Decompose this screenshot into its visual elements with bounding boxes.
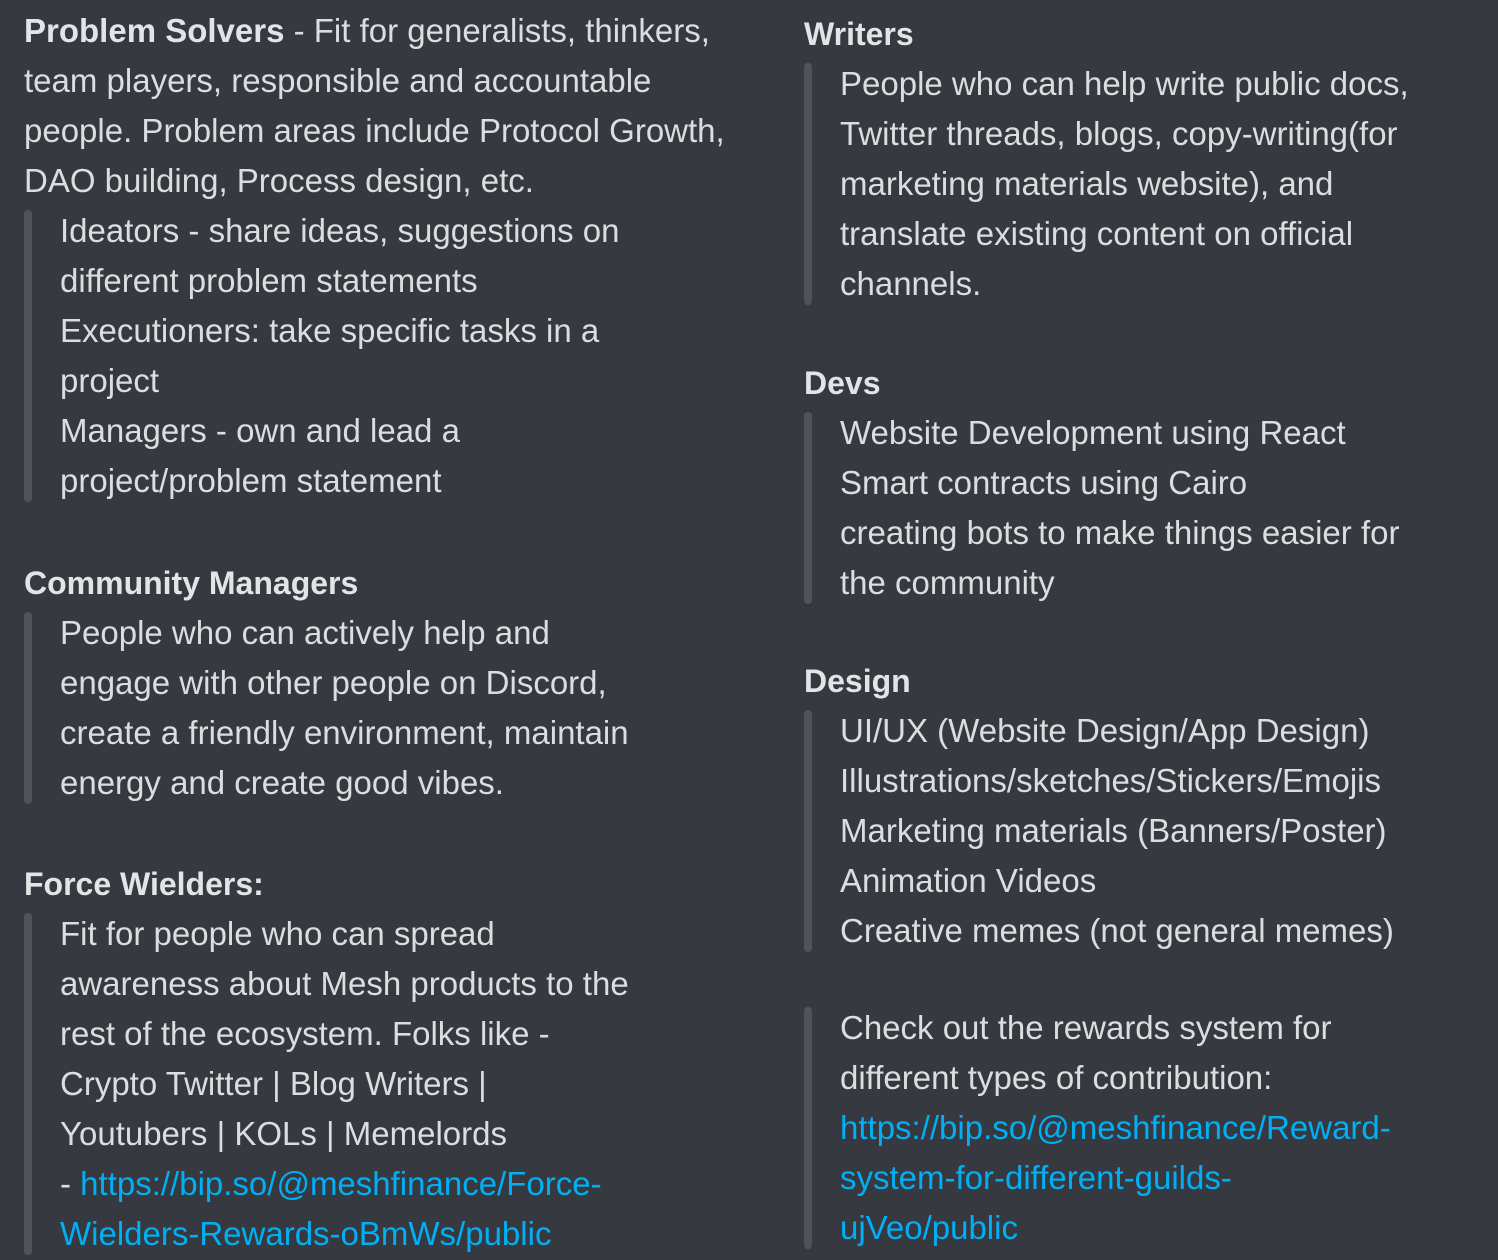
intro-line: DAO building, Process design, etc. <box>24 162 534 199</box>
quote-line: Creative memes (not general memes) <box>840 912 1394 949</box>
quote-line: the community <box>840 564 1055 601</box>
writers-section <box>804 9 1484 309</box>
quote-line: energy and create good vibes. <box>60 764 504 801</box>
rewards-system-link[interactable]: ujVeo/public <box>840 1209 1018 1246</box>
problem-solvers-roles-quote <box>24 206 764 506</box>
quote-line: Ideators - share ideas, suggestions on <box>60 212 620 249</box>
quote-line: People who can help write public docs, <box>840 65 1409 102</box>
problem-solvers-title: Problem Solvers <box>24 12 285 49</box>
quote-line: channels. <box>840 265 982 302</box>
quote-line: create a friendly environment, maintain <box>60 714 629 751</box>
rewards-system-link[interactable]: https://bip.so/@meshfinance/Reward- <box>840 1109 1391 1146</box>
quote-line: Animation Videos <box>840 862 1097 899</box>
quote-line: creating bots to make things easier for <box>840 514 1400 551</box>
quote-line: rest of the ecosystem. Folks like - <box>60 1015 550 1052</box>
quote-line: UI/UX (Website Design/App Design) <box>840 712 1370 749</box>
writers-quote <box>804 59 1484 309</box>
design-quote <box>804 706 1484 956</box>
quote-line: project/problem statement <box>60 462 442 499</box>
intro-line: - Fit for generalists, thinkers, <box>284 12 710 49</box>
quote-line: different types of contribution: <box>840 1059 1273 1096</box>
intro-line: team players, responsible and accountable <box>24 62 652 99</box>
quote-line: Youtubers | KOLs | Memelords <box>60 1115 507 1152</box>
quote-line: Fit for people who can spread <box>60 915 495 952</box>
problem-solvers-intro <box>24 6 764 206</box>
rewards-section <box>804 1003 1484 1253</box>
quote-line: different problem statements <box>60 262 478 299</box>
quote-line: Marketing materials (Banners/Poster) <box>840 812 1387 849</box>
quote-line: Smart contracts using Cairo <box>840 464 1248 501</box>
quote-line: engage with other people on Discord, <box>60 664 607 701</box>
devs-section <box>804 358 1484 608</box>
intro-line: people. Problem areas include Protocol Growth, <box>24 112 725 149</box>
community-managers-quote <box>24 608 764 808</box>
community-managers-title: Community Managers <box>24 565 359 601</box>
quote-line: Crypto Twitter | Blog Writers | <box>60 1065 487 1102</box>
quote-line: Executioners: take specific tasks in a <box>60 312 600 349</box>
quote-line: People who can actively help and <box>60 614 550 651</box>
force-wielders-title: Force Wielders: <box>24 866 264 902</box>
writers-title: Writers <box>804 16 914 52</box>
force-wielders-quote <box>24 909 764 1259</box>
link-prefix: - <box>60 1165 81 1202</box>
quote-line: awareness about Mesh products to the <box>60 965 629 1002</box>
quote-line: Illustrations/sketches/Stickers/Emojis <box>840 762 1382 799</box>
devs-title: Devs <box>804 365 881 401</box>
quote-line: Check out the rewards system for <box>840 1009 1332 1046</box>
quote-line: Managers - own and lead a <box>60 412 460 449</box>
rewards-quote <box>804 1003 1484 1253</box>
problem-solvers-section <box>24 6 764 506</box>
quote-line: translate existing content on official <box>840 215 1354 252</box>
force-wielders-section <box>24 859 764 1259</box>
devs-quote <box>804 408 1484 608</box>
force-wielders-rewards-link[interactable]: https://bip.so/@meshfinance/Force- <box>80 1165 602 1202</box>
design-section <box>804 656 1484 956</box>
rewards-system-link[interactable]: system-for-different-guilds- <box>840 1159 1232 1196</box>
design-title: Design <box>804 663 911 699</box>
quote-line: Twitter threads, blogs, copy-writing(for <box>840 115 1398 152</box>
quote-line: Website Development using React <box>840 414 1346 451</box>
quote-line: marketing materials website), and <box>840 165 1334 202</box>
force-wielders-rewards-link[interactable]: Wielders-Rewards-oBmWs/public <box>60 1215 552 1252</box>
community-managers-section <box>24 558 764 808</box>
quote-line: project <box>60 362 160 399</box>
